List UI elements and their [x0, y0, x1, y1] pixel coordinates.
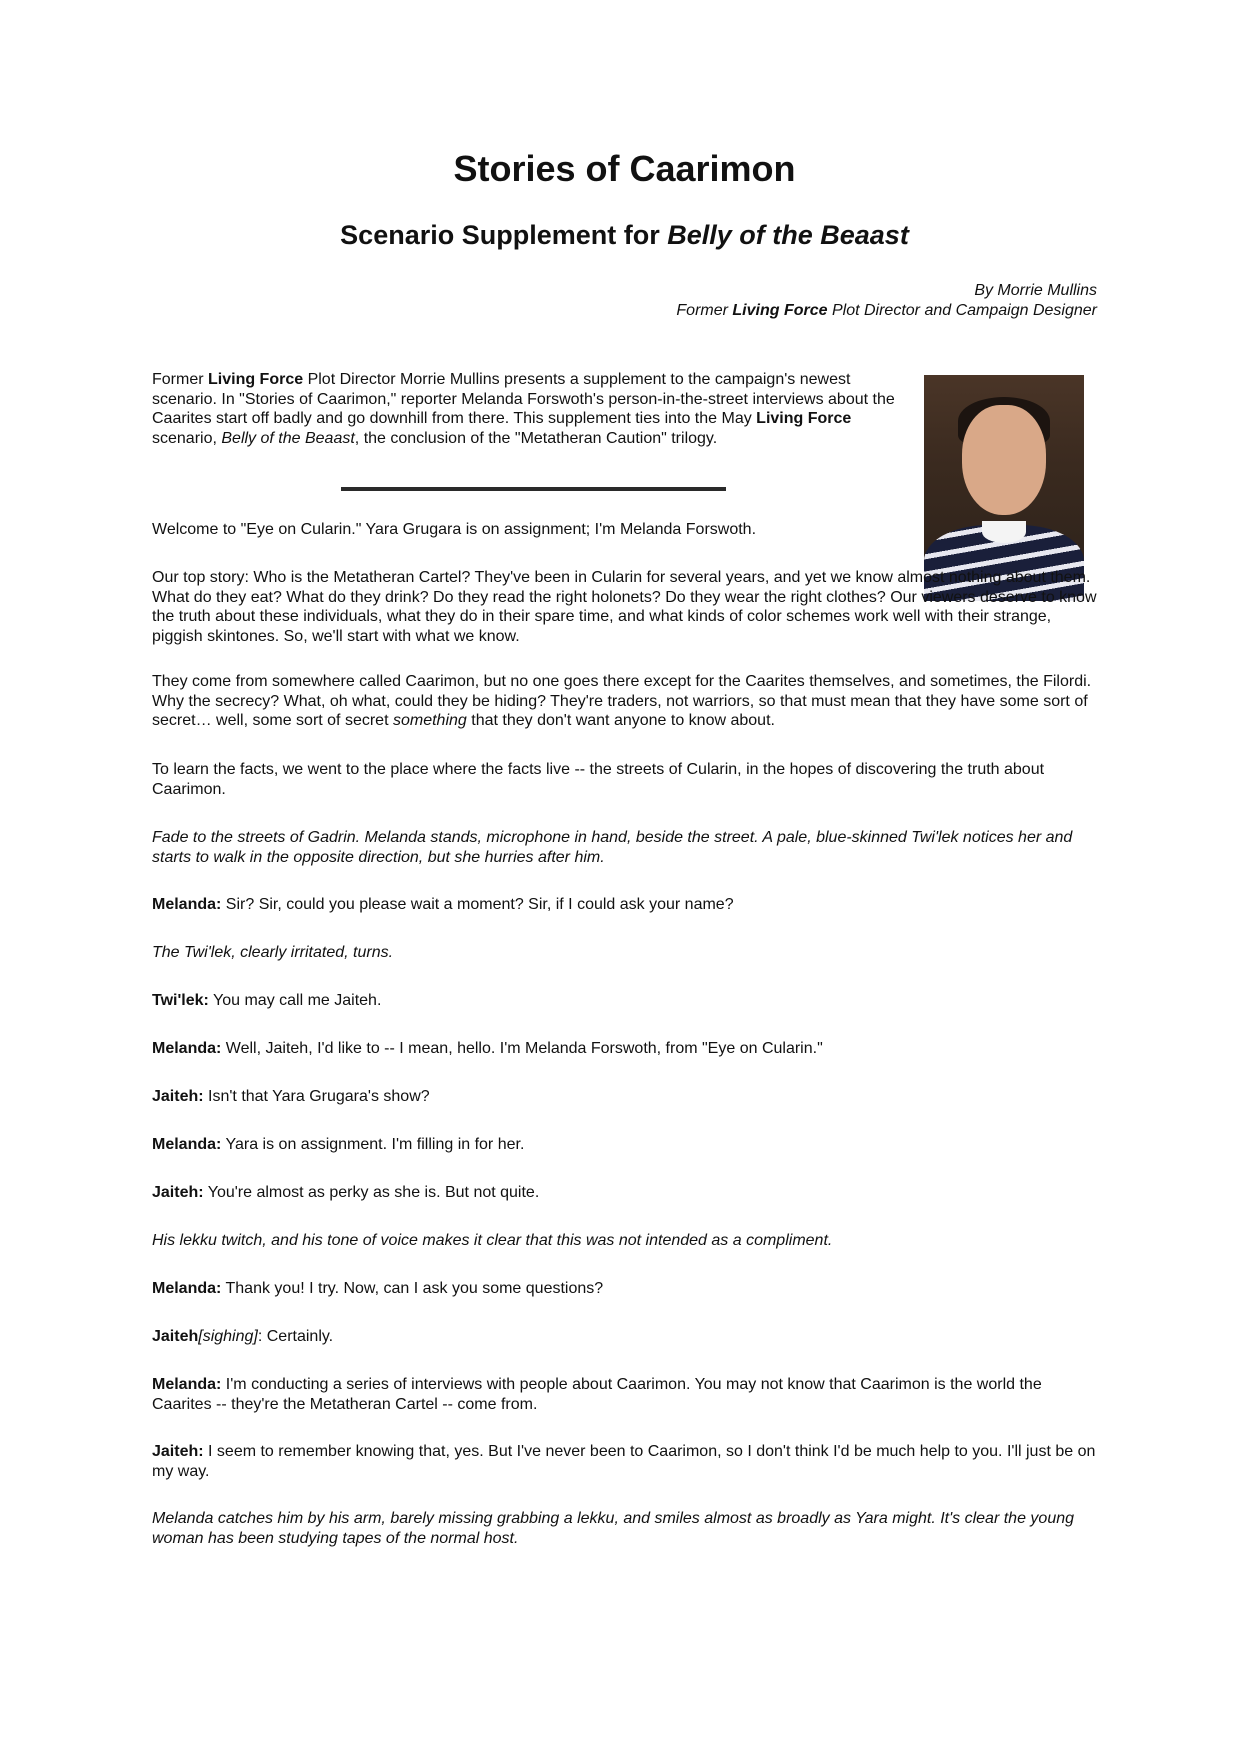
intro-bold: Living Force	[756, 410, 852, 427]
caarimon-paragraph	[152, 672, 1097, 731]
dialogue-text: I'm conducting a series of interviews with people about Caarimon. You may not know that Caarimon is the world the Caarites -- they're the Metatheran Cartel -- come from.	[152, 1376, 1042, 1413]
stage-direction: Melanda catches him by his arm, barely missing grabbing a lekku, and smiles almost as broadly as Yara might. It's clear the young woman has been studying tapes of the normal host.	[152, 1510, 1075, 1547]
byline-role-bold: Living Force	[732, 302, 828, 319]
speaker-name: Melanda:	[152, 896, 222, 913]
intro-bold: Living Force	[208, 371, 304, 388]
intro-text: , the conclusion of the "Metatheran Caution" trilogy.	[354, 429, 718, 447]
speaker-name: Melanda:	[152, 1376, 222, 1393]
dialogue-text: You're almost as perky as she is. But not quite.	[203, 1184, 540, 1201]
speaker-name: Melanda:	[152, 1280, 222, 1297]
stage-direction: His lekku twitch, and his tone of voice makes it clear that this was not intended as a compliment.	[152, 1232, 833, 1249]
speaker-name: Jaiteh:	[152, 1088, 204, 1105]
byline	[152, 281, 1097, 321]
stage-direction-fade: Fade to the streets of Gadrin. Melanda stands, microphone in hand, beside the street. A pale, blue-skinned Twi'lek notices her and starts to walk in the opposite direction, but she hurries after him.	[152, 829, 1073, 866]
dialogue-text: Yara is on assignment. I'm filling in for her.	[221, 1136, 525, 1153]
photo-collar	[982, 521, 1026, 543]
section-divider	[341, 487, 726, 491]
speaker-name: Melanda:	[152, 1136, 222, 1153]
dialogue-line	[152, 991, 1097, 1011]
intro-text: Plot Director Morrie Mullins presents a supplement to the campaign's newest scenario. In "Stories of Caarimon," reporter Melanda Forswoth's person-in-the-street interviews about the Caarites start off badly and go downhill from there. This supplement ties into the May	[152, 371, 895, 427]
byline-author: By Morrie Mullins	[974, 282, 1097, 299]
subtitle-scenario-title: Belly of the Beaast	[667, 220, 909, 250]
speaker-name: Jaiteh	[152, 1328, 199, 1345]
intro-text: scenario,	[152, 429, 222, 447]
dialogue-text: I seem to remember knowing that, yes. But I've never been to Caarimon, so I don't think I'd be much help to you. I'll just be on my way.	[152, 1443, 1096, 1480]
dialogue-text: You may call me Jaiteh.	[208, 992, 382, 1009]
stage-direction: The Twi'lek, clearly irritated, turns.	[152, 944, 394, 961]
dialogue-aside: [sighing]	[198, 1328, 258, 1345]
intro-text: Former	[152, 371, 208, 388]
caarimon-text: that they don't want anyone to know about.	[466, 712, 775, 729]
top-story-paragraph	[152, 568, 1097, 646]
dialogue-line	[152, 895, 1097, 915]
dialogue-text: Thank you! I try. Now, can I ask you some questions?	[221, 1280, 604, 1297]
speaker-name: Melanda:	[152, 1040, 222, 1057]
dialogue-line	[152, 1327, 1097, 1347]
top-story-text: Our top story: Who is the Metatheran Cartel? They've been in Cularin for several years, and yet we know almost nothing about them. What do they eat? What do they drink? Do they read the right holonets? Do they wear the right clothes? Our viewers deserve to know the truth about these individuals, what they do in their spare time, and what kinds of color schemes work well with their strange, piggish skintones. So, we'll start with what we know.	[152, 569, 1097, 645]
dialogue-text: Isn't that Yara Grugara's show?	[203, 1088, 430, 1105]
speaker-name: Jaiteh:	[152, 1184, 204, 1201]
caarimon-text: They come from somewhere called Caarimon, but no one goes there except for the Caarites themselves, and sometimes, the Filordi. Why the secrecy? What, oh what, could they be hiding? They're traders, not warriors, so that must mean that they have some sort of secret… well, some sort of secret	[152, 673, 1092, 729]
caarimon-italic: something	[392, 712, 467, 729]
dialogue-text: Sir? Sir, could you please wait a moment? Sir, if I could ask your name?	[221, 896, 734, 913]
speaker-name: Jaiteh:	[152, 1443, 204, 1460]
dialogue-line	[152, 1375, 1097, 1414]
facts-paragraph: To learn the facts, we went to the place where the facts live -- the streets of Cularin, in the hopes of discovering the truth about Caarimon.	[152, 761, 1045, 798]
subtitle-prefix: Scenario Supplement for	[340, 220, 668, 250]
photo-face	[962, 405, 1046, 515]
dialogue-line	[152, 1279, 1097, 1299]
byline-role-prefix: Former	[676, 302, 733, 319]
byline-role-suffix: Plot Director and Campaign Designer	[827, 302, 1097, 319]
speaker-name: Twi'lek:	[152, 992, 209, 1009]
dialogue-line	[152, 1135, 1097, 1155]
dialogue-line	[152, 1183, 1097, 1203]
dialogue-text: Well, Jaiteh, I'd like to -- I mean, hello. I'm Melanda Forswoth, from "Eye on Cularin."	[221, 1040, 823, 1057]
document-title: Stories of Caarimon	[453, 148, 796, 189]
intro-italic: Belly of the Beaast	[221, 429, 355, 447]
dialogue-line	[152, 1442, 1097, 1481]
welcome-paragraph: Welcome to "Eye on Cularin." Yara Grugara is on assignment; I'm Melanda Forswoth.	[152, 521, 757, 538]
byline-role	[152, 301, 1097, 321]
document-subtitle	[152, 220, 1097, 251]
dialogue-text: : Certainly.	[257, 1328, 334, 1345]
dialogue-line	[152, 1039, 1097, 1059]
dialogue-line	[152, 1087, 1097, 1107]
intro-paragraph	[152, 370, 912, 448]
